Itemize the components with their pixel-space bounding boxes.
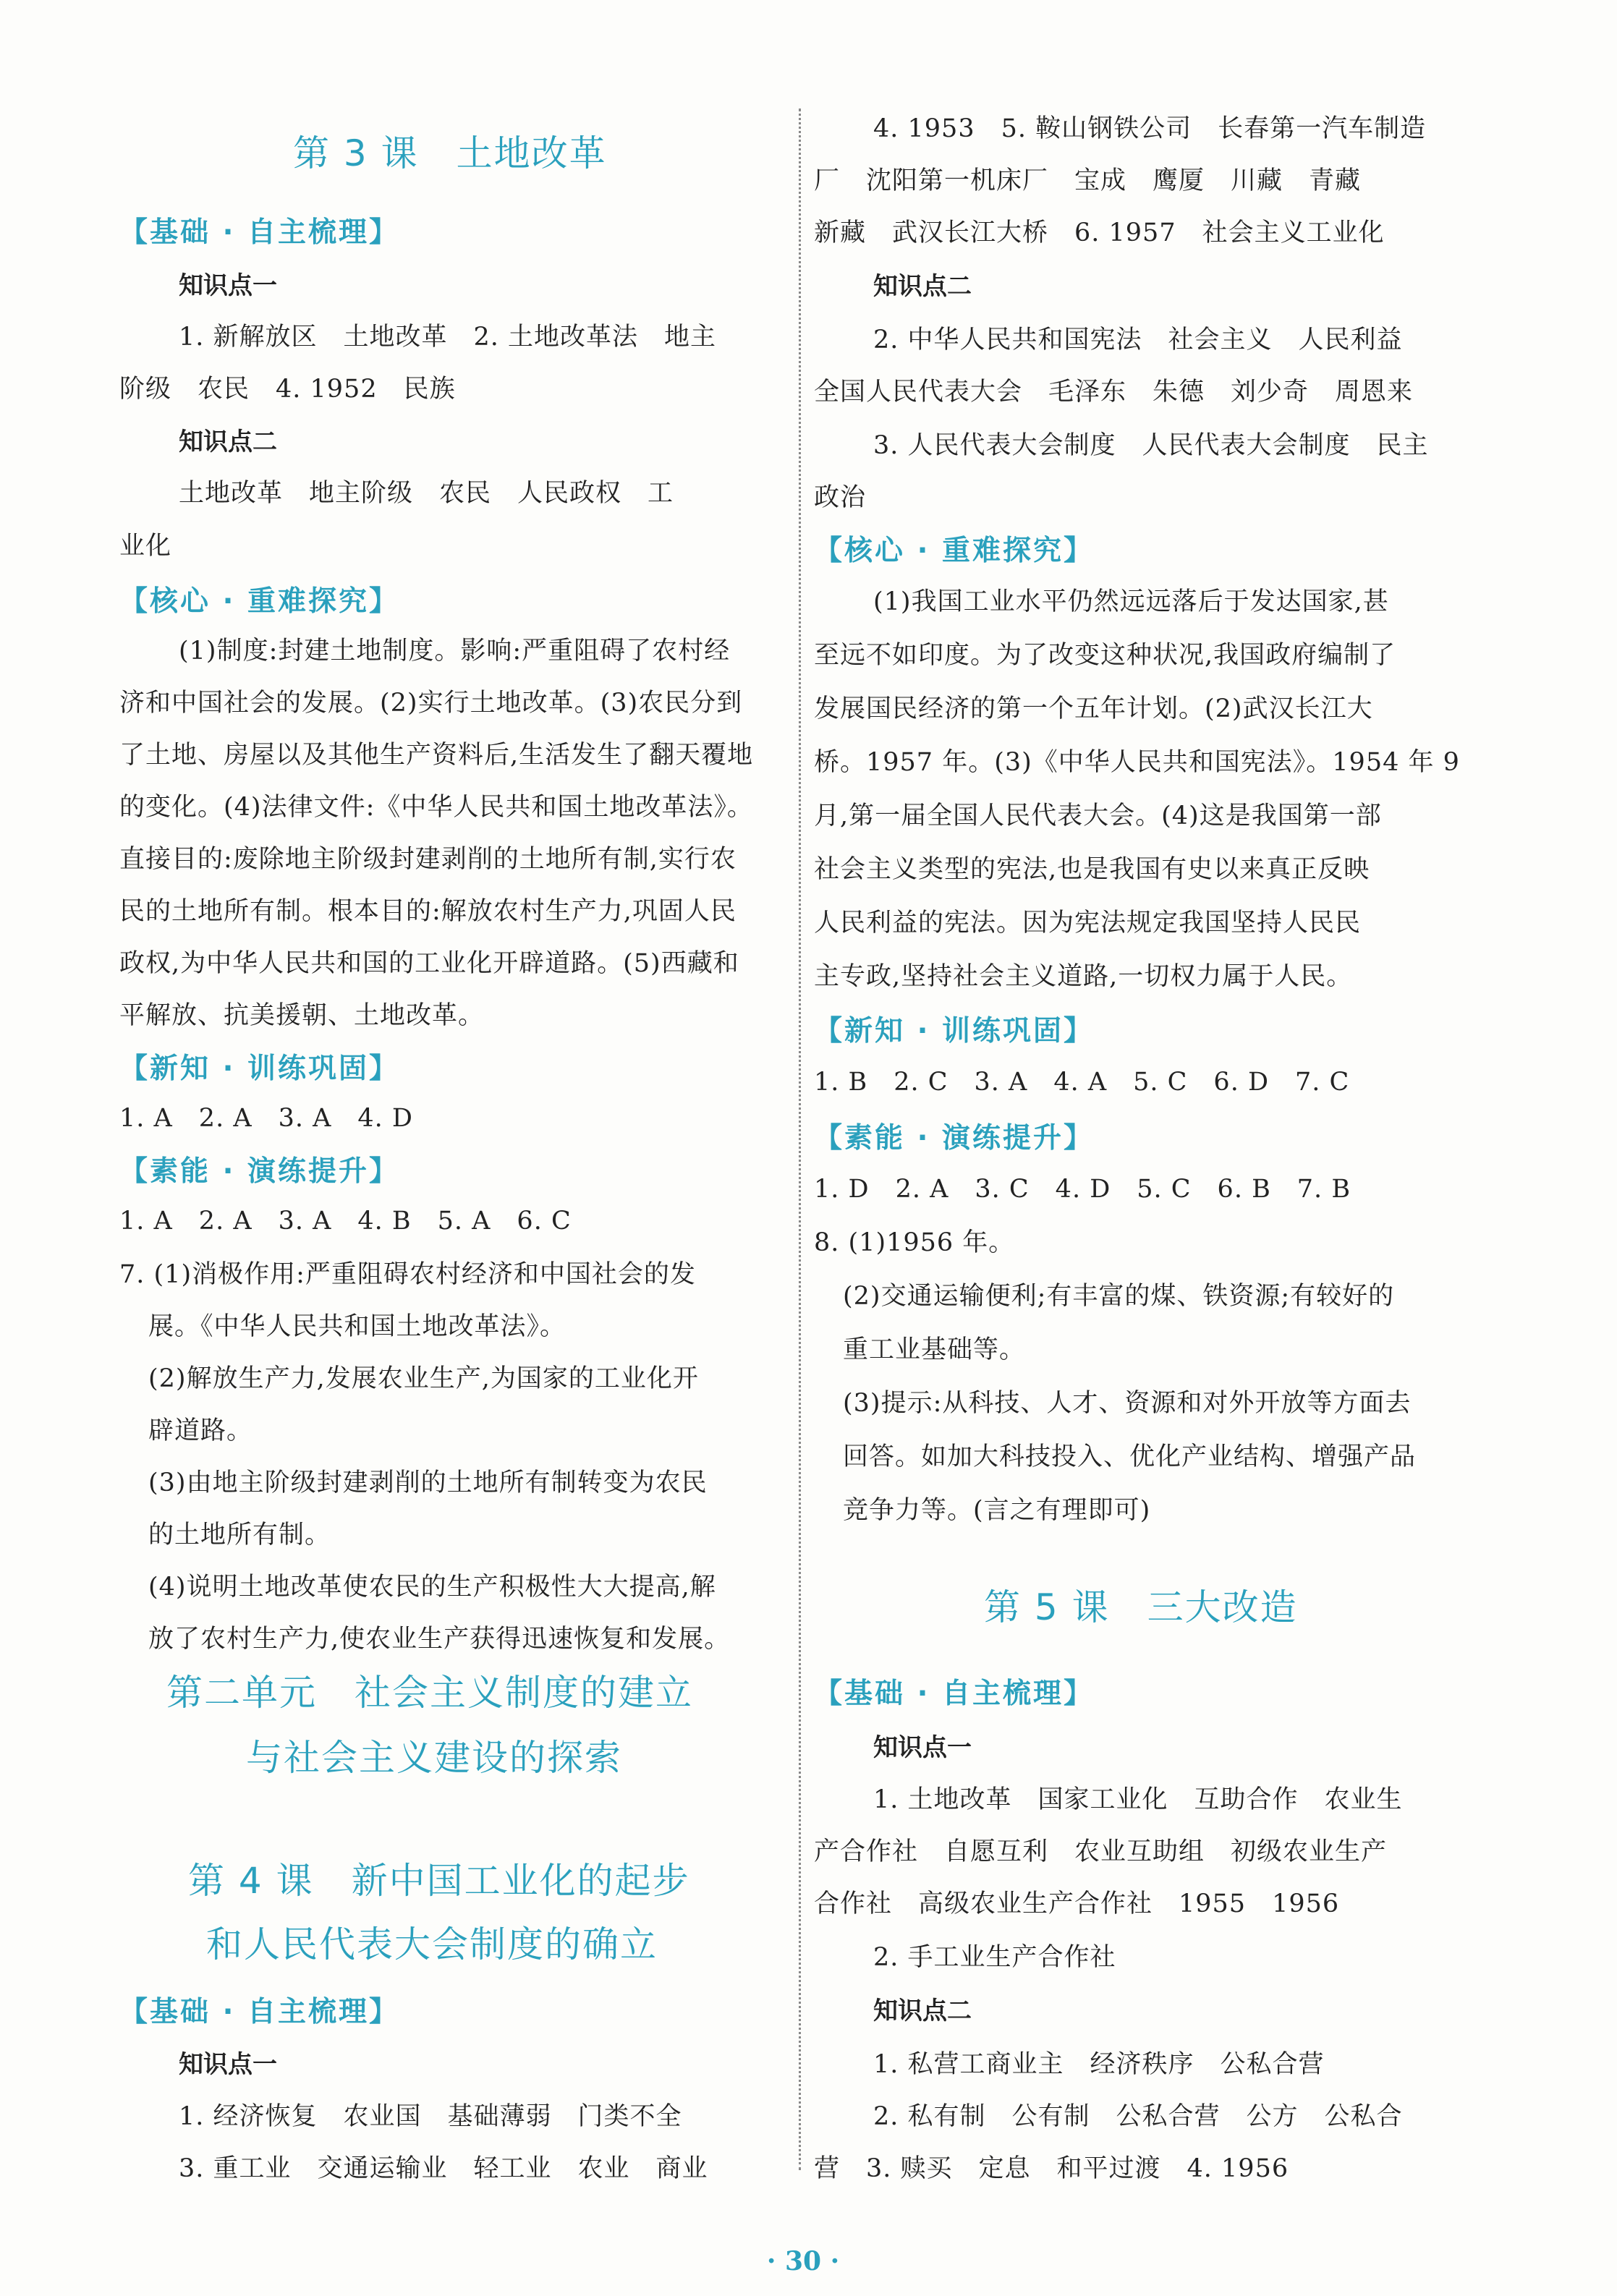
question-line: 放了农村生产力,使农业生产获得迅速恢复和发展。: [148, 1625, 731, 1654]
text-line: 1. 私营工商业主 经济秩序 公私合营: [873, 2050, 1325, 2079]
text-line: 土地改革 地主阶级 农民 人民政权 工: [179, 479, 674, 508]
text-line: 新藏 武汉长江大桥 6. 1957 社会主义工业化: [814, 218, 1385, 247]
paragraph-line: 民的土地所有制。根本目的:解放农村生产力,巩固人民: [119, 897, 737, 926]
section-header-core: 【核心 · 重难探究】: [119, 585, 399, 618]
question-line: (2)解放生产力,发展农业生产,为国家的工业化开: [148, 1364, 699, 1393]
text-line: 产合作社 自愿互利 农业互助组 初级农业生产: [814, 1837, 1388, 1866]
section-header-basic: 【基础 · 自主梳理】: [119, 1996, 399, 2028]
paragraph-line: 济和中国社会的发展。(2)实行土地改革。(3)农民分到: [119, 689, 743, 718]
text-line: 2. 中华人民共和国宪法 社会主义 人民利益: [873, 326, 1403, 354]
lesson4-title-line-2: 和人民代表大会制度的确立: [206, 1923, 658, 1965]
knowledge-point-1: 知识点一: [179, 2050, 277, 2079]
knowledge-point-1: 知识点一: [179, 271, 277, 300]
question-line: 回答。如加大科技投入、优化产业结构、增强产品: [843, 1442, 1417, 1471]
paragraph-line: 直接目的:废除地主阶级封建剥削的土地所有制,实行农: [119, 845, 737, 874]
knowledge-point-2: 知识点二: [179, 428, 277, 456]
answer-line: 1. D 2. A 3. C 4. D 5. C 6. B 7. B: [814, 1175, 1351, 1204]
unit-title-line-2: 与社会主义建设的探索: [246, 1737, 622, 1779]
paragraph-line: (1)制度:封建土地制度。影响:严重阻碍了农村经: [179, 637, 731, 666]
question-line: 重工业基础等。: [843, 1335, 1026, 1364]
knowledge-point-2: 知识点二: [873, 1997, 972, 2025]
paragraph-line: (1)我国工业水平仍然远远落后于发达国家,甚: [873, 587, 1389, 616]
text-line: 营 3. 赎买 定息 和平过渡 4. 1956: [814, 2154, 1289, 2183]
section-header-skill: 【素能 · 演练提升】: [814, 1122, 1094, 1155]
section-header-basic: 【基础 · 自主梳理】: [119, 216, 399, 249]
question-line: (2)交通运输便利;有丰富的煤、铁资源;有较好的: [843, 1282, 1395, 1311]
question-line: 展。《中华人民共和国土地改革法》。: [148, 1312, 566, 1341]
paragraph-line: 发展国民经济的第一个五年计划。(2)武汉长江大: [814, 694, 1373, 723]
text-line: 1. 土地改革 国家工业化 互助合作 农业生: [873, 1785, 1403, 1814]
text-line: 厂 沈阳第一机床厂 宝成 鹰厦 川藏 青藏: [814, 166, 1362, 195]
answer-line: 1. B 2. C 3. A 4. A 5. C 6. D 7. C: [814, 1068, 1350, 1097]
paragraph-line: 至远不如印度。为了改变这种状况,我国政府编制了: [814, 641, 1396, 670]
answer-line: 1. A 2. A 3. A 4. B 5. A 6. C: [119, 1207, 572, 1236]
question-line: 的土地所有制。: [148, 1521, 331, 1549]
section-header-new: 【新知 · 训练巩固】: [814, 1015, 1094, 1047]
text-line: 2. 手工业生产合作社: [873, 1943, 1116, 1972]
section-header-core: 【核心 · 重难探究】: [814, 535, 1094, 567]
paragraph-line: 人民利益的宪法。因为宪法规定我国坚持人民民: [814, 909, 1362, 937]
paragraph-line: 了土地、房屋以及其他生产资料后,生活发生了翻天覆地: [119, 741, 754, 770]
text-line: 1. 新解放区 土地改革 2. 土地改革法 地主: [179, 323, 717, 352]
paragraph-line: 平解放、抗美援朝、土地改革。: [119, 1001, 485, 1030]
text-line: 政治: [814, 483, 867, 512]
text-line: 2. 私有制 公有制 公私合营 公方 公私合: [873, 2102, 1403, 2131]
paragraph-line: 社会主义类型的宪法,也是我国有史以来真正反映: [814, 855, 1370, 884]
section-header-skill: 【素能 · 演练提升】: [119, 1155, 399, 1188]
question-line: (4)说明土地改革使农民的生产积极性大大提高,解: [148, 1573, 716, 1602]
knowledge-point-2: 知识点二: [873, 272, 972, 301]
lesson5-title: 第 5 课 三大改造: [984, 1586, 1298, 1628]
question-line: 辟道路。: [148, 1416, 253, 1445]
paragraph-line: 的变化。(4)法律文件:《中华人民共和国土地改革法》。: [119, 793, 753, 822]
text-line: 合作社 高级农业生产合作社 1955 1956: [814, 1889, 1340, 1918]
lesson4-title-line-1: 第 4 课 新中国工业化的起步: [188, 1860, 690, 1902]
text-line: 全国人民代表大会 毛泽东 朱德 刘少奇 周恩来: [814, 378, 1414, 407]
text-line: 阶级 农民 4. 1952 民族: [119, 375, 456, 404]
text-line: 业化: [119, 532, 172, 561]
knowledge-point-1: 知识点一: [873, 1733, 972, 1762]
question-line: 7. (1)消极作用:严重阻碍农村经济和中国社会的发: [119, 1260, 696, 1289]
question-line: (3)提示:从科技、人才、资源和对外开放等方面去: [843, 1389, 1412, 1418]
answer-line: 1. A 2. A 3. A 4. D: [119, 1104, 413, 1133]
paragraph-line: 政权,为中华人民共和国的工业化开辟道路。(5)西藏和: [119, 949, 739, 978]
text-line: 1. 经济恢复 农业国 基础薄弱 门类不全: [179, 2102, 682, 2131]
text-line: 4. 1953 5. 鞍山钢铁公司 长春第一汽车制造: [873, 114, 1427, 143]
question-line: 竞争力等。(言之有理即可): [843, 1496, 1151, 1525]
section-header-basic: 【基础 · 自主梳理】: [814, 1678, 1094, 1710]
paragraph-line: 月,第一届全国人民代表大会。(4)这是我国第一部: [814, 802, 1382, 830]
paragraph-line: 主专政,坚持社会主义道路,一切权力属于人民。: [814, 962, 1353, 991]
unit-title-line-1: 第二单元 社会主义制度的建立: [166, 1672, 693, 1714]
paragraph-line: 桥。1957 年。(3)《中华人民共和国宪法》。1954 年 9: [814, 748, 1460, 777]
text-line: 3. 重工业 交通运输业 轻工业 农业 商业: [179, 2154, 708, 2183]
question-line: 8. (1)1956 年。: [814, 1228, 1015, 1257]
text-line: 3. 人民代表大会制度 人民代表大会制度 民主: [873, 431, 1429, 460]
column-divider: [799, 109, 801, 2170]
question-line: (3)由地主阶级封建剥削的土地所有制转变为农民: [148, 1468, 708, 1497]
section-header-new: 【新知 · 训练巩固】: [119, 1053, 399, 1085]
lesson3-title: 第 3 课 土地改革: [293, 132, 607, 174]
page-number: · 30 ·: [766, 2246, 840, 2276]
